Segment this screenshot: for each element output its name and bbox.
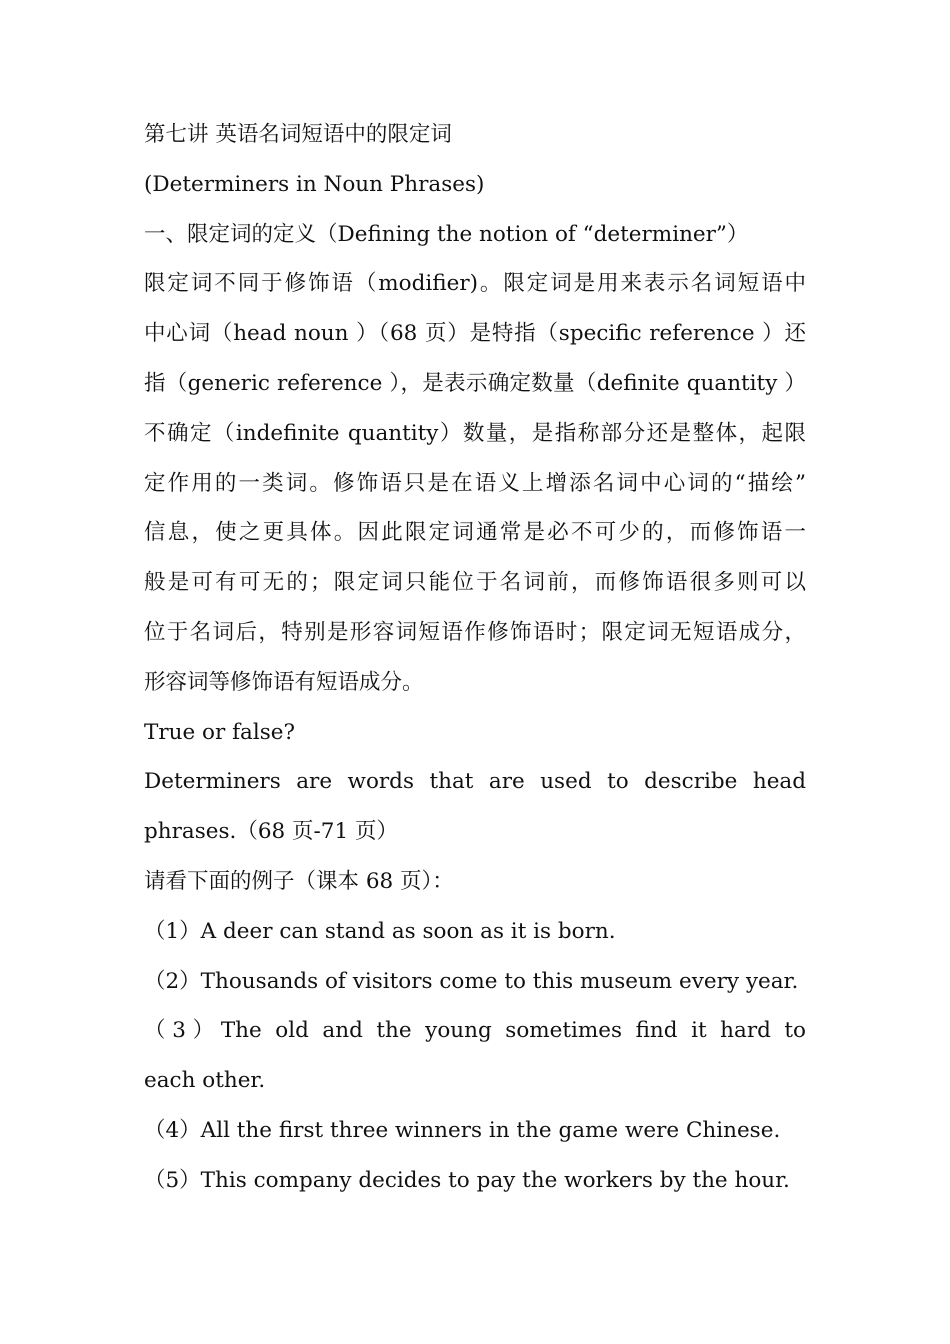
example-item: （2）Thousands of visitors come to this museum every year. <box>144 968 799 994</box>
example-item-continued: each other. <box>144 1068 266 1094</box>
question-statement: Determiners are words that are used to describe head <box>144 769 806 795</box>
paragraph-line: 中心词（head noun ）（68 页）是特指（specific reference ）还 <box>144 321 806 347</box>
example-item: （4）All the first three winners in the game were Chinese. <box>144 1117 781 1143</box>
question-prompt: True or false? <box>144 719 296 745</box>
paragraph-line: 指（generic reference ），是表示确定数量（definite quantity ） <box>144 370 806 396</box>
paragraph-line: 限定词不同于修饰语（modifier)。限定词是用来表示名词短语中 <box>144 271 806 297</box>
paragraph-line: 位于名词后，特别是形容词短语作修饰语时；限定词无短语成分， <box>144 619 806 645</box>
lecture-subtitle: (Determiners in Noun Phrases) <box>144 171 485 197</box>
question-statement: phrases.（68 页-71 页） <box>144 819 398 845</box>
paragraph-line: 定作用的一类词。修饰语只是在语义上增添名词中心词的“描绘” <box>144 470 806 496</box>
document-body <box>144 110 806 1206</box>
lecture-title: 第七讲 英语名词短语中的限定词 <box>144 122 452 147</box>
example-item: （1）A deer can stand as soon as it is born. <box>144 918 616 944</box>
section-heading: 一、限定词的定义（Defining the notion of “determiner”） <box>144 221 749 247</box>
paragraph-line: 般是可有可无的；限定词只能位于名词前，而修饰语很多则可以 <box>144 570 806 596</box>
paragraph-line: 形容词等修饰语有短语成分。 <box>144 669 424 695</box>
example-item: （3）The old and the young sometimes find it hard to <box>144 1018 806 1044</box>
examples-intro: 请看下面的例子（课本 68 页）： <box>144 868 454 894</box>
paragraph-line: 信息，使之更具体。因此限定词通常是必不可少的，而修饰语一 <box>144 520 806 546</box>
paragraph-line: 不确定（indefinite quantity）数量，是指称部分还是整体，起限 <box>144 420 806 446</box>
example-item: （5）This company decides to pay the workers by the hour. <box>144 1167 790 1193</box>
